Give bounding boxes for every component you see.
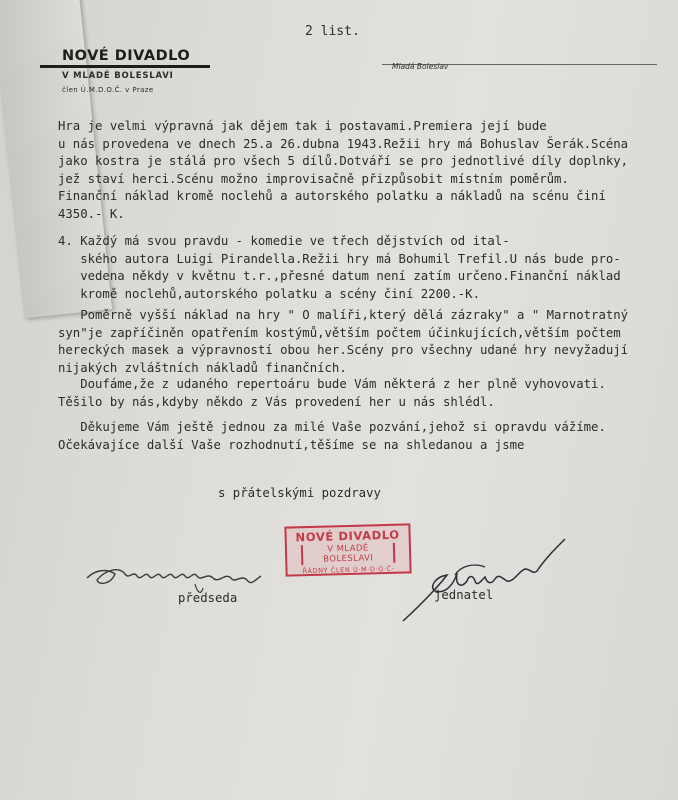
- text-line: jako kostra je stálá pro všech 5 dílů.Dotváří se pro jednotlivé díly doplnky,: [58, 154, 629, 168]
- text-line: nijakých zvláštních nákladů finančních.: [58, 360, 347, 375]
- paragraph-item-4: [58, 233, 668, 303]
- theatre-name: NOVÉ DIVADLO: [40, 48, 210, 68]
- page-number: 2 list.: [305, 24, 360, 39]
- text-line: Hra je velmi výpravná jak dějem tak i postavami.Premiera její bude: [58, 119, 547, 133]
- stamp-member: ŘÁDNÝ ČLEN Ú·M·D·O·Č·: [302, 564, 395, 576]
- text-line: Doufáme,že z udaného repertoáru bude Vám některá z her plně vyhovovati.: [58, 377, 606, 391]
- chairman-label: předseda: [178, 591, 238, 605]
- chairman-signature: [85, 540, 265, 600]
- secretary-label: jednatel: [434, 588, 494, 602]
- paragraph-hope: [58, 376, 668, 411]
- text-line: jež staví herci.Scénu možno improvisačně přizpůsobit místním poměrům.: [58, 171, 569, 186]
- theatre-stamp: [284, 523, 411, 576]
- text-line: syn"je zapříčiněn opatřením kostýmů,větším počtem účinkujících,větším počtem: [58, 325, 621, 340]
- text-line: u nás provedena ve dnech 25.a 26.dubna 1943.Režii hry má Bohuslav Šerák.Scéna: [58, 136, 629, 151]
- text-line: kromě noclehů,autorského polatku a scény činí 2200.-K.: [58, 286, 480, 301]
- text-line: hereckých masek a výpravností obou her.Scény pro všechny udané hry nevyžadují: [58, 343, 629, 357]
- text-line: Poměrně vyšší náklad na hry " O malíři,který dělá zázraky" a " Marnotratný: [58, 308, 629, 322]
- text-line: Finanční náklad kromě noclehů a autorského polatku a nákladů na scénu činí: [58, 189, 606, 203]
- theatre-place: V MLADÉ BOLESLAVI: [62, 71, 174, 81]
- text-line: ského autora Luigi Pirandella.Režii hry má Bohumil Trefil.U nás bude pro-: [58, 251, 621, 266]
- text-line: Těšilo by nás,kdyby někdo z Vás provedení her u nás shlédl.: [58, 394, 495, 409]
- paragraph-premiere: [58, 118, 668, 223]
- stamp-place: V MLADÉ BOLESLAVI: [301, 543, 395, 565]
- text-line: Děkujeme Vám ještě jednou za milé Vaše pozvání,jehož si opravdu vážíme.: [58, 420, 606, 434]
- text-line: Očekávajíce další Vaše rozhodnutí,těšíme se na shledanou a jsme: [58, 437, 525, 452]
- letterhead-logo: [40, 48, 210, 94]
- text-line: 4350.- K.: [58, 206, 125, 221]
- membership-note: člen Ú.M.D.O.Č. v Praze: [62, 86, 154, 94]
- text-line: vedena někdy v květnu t.r.,přesné datum není zatím určeno.Finanční náklad: [58, 269, 621, 283]
- place-label: Mladá Boleslav: [392, 62, 449, 71]
- secretary-signature: [395, 535, 575, 625]
- paragraph-thanks: [58, 419, 668, 454]
- paragraph-costs: [58, 307, 668, 377]
- text-line: 4. Každý má svou pravdu - komedie ve třech dějstvích od ital-: [58, 234, 510, 248]
- stamp-name: NOVÉ DIVADLO: [295, 527, 400, 545]
- closing-greeting: s přátelskými pozdravy: [218, 486, 381, 500]
